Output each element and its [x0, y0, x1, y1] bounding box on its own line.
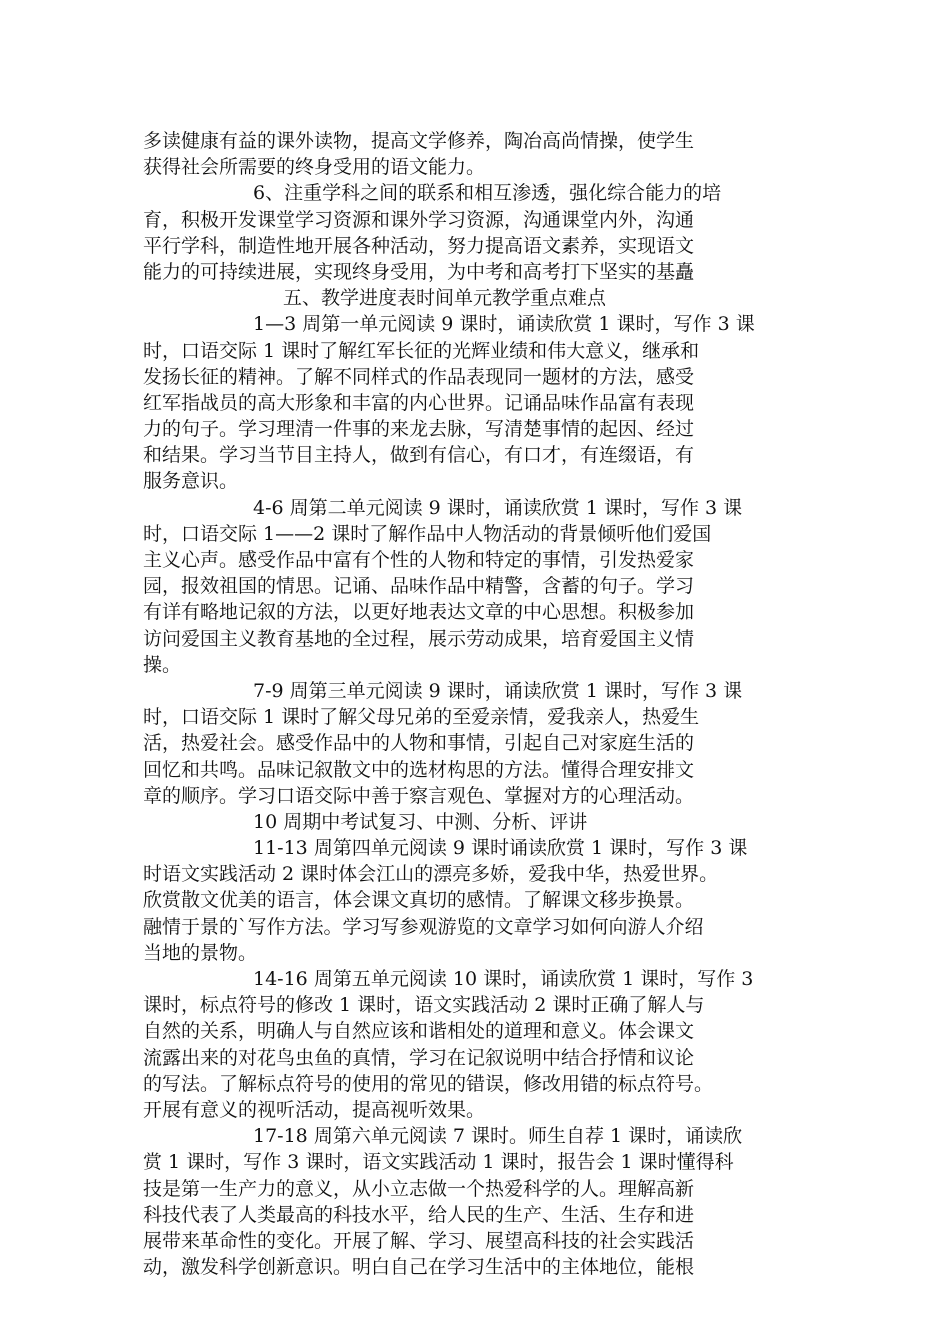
text-line: 6、注重学科之间的联系和相互渗透，强化综合能力的培 — [253, 182, 722, 205]
text-line: 能力的可持续进展，实现终身受用，为中考和高考打下坚实的基矗 — [143, 260, 695, 283]
text-line: 获得社会所需要的终身受用的语文能力。 — [143, 156, 486, 179]
text-line: 10 周期中考试复习、中测、分析、评讲 — [253, 810, 588, 833]
text-line: 动，激发科学创新意识。明白自己在学习生活中的主体地位，能根 — [143, 1256, 695, 1279]
text-line: 活，热爱社会。感受作品中的人物和事情，引起自己对家庭生活的 — [143, 732, 695, 755]
text-line: 和结果。学习当节目主持人，做到有信心，有口才，有连缀语，有 — [143, 444, 695, 467]
text-line: 操。 — [143, 653, 182, 676]
text-line: 展带来革命性的变化。开展了解、学习、展望高科技的社会实践活 — [143, 1229, 695, 1252]
text-line: 育，积极开发课堂学习资源和课外学习资源，沟通课堂内外，沟通 — [143, 208, 695, 231]
document-body — [143, 128, 823, 1280]
text-line: 科技代表了人类最高的科技水平，给人民的生产、生活、生存和进 — [143, 1203, 695, 1226]
text-line: 发扬长征的精神。了解不同样式的作品表现同一题材的方法，感受 — [143, 365, 695, 388]
text-line: 欣赏散文优美的语言，体会课文真切的感情。了解课文移步换景。 — [143, 889, 695, 912]
text-line: 赏 1 课时，写作 3 课时，语文实践活动 1 课时，报告会 1 课时懂得科 — [143, 1151, 734, 1174]
text-line: 流露出来的对花鸟虫鱼的真情，学习在记叙说明中结合抒情和议论 — [143, 1046, 695, 1069]
text-line: 服务意识。 — [143, 470, 239, 493]
text-line: 回忆和共鸣。品味记叙散文中的选材构思的方法。懂得合理安排文 — [143, 758, 695, 781]
text-line: 4-6 周第二单元阅读 9 课时，诵读欣赏 1 课时，写作 3 课 — [253, 496, 743, 519]
text-line: 开展有意义的视听活动，提高视听效果。 — [143, 1098, 486, 1121]
text-line: 红军指战员的高大形象和丰富的内心世界。记诵品味作品富有表现 — [143, 391, 695, 414]
text-line: 多读健康有益的课外读物，提高文学修养，陶冶高尚情操，使学生 — [143, 130, 695, 152]
text-line: 有详有略地记叙的方法，以更好地表达文章的中心思想。积极参加 — [143, 601, 695, 624]
text-line: 1—3 周第一单元阅读 9 课时，诵读欣赏 1 课时，写作 3 课 — [253, 313, 755, 336]
text-line: 的写法。了解标点符号的使用的常见的错误，修改用错的标点符号。 — [143, 1072, 714, 1095]
text-line: 时，口语交际 1 课时了解红军长征的光辉业绩和伟大意义，继承和 — [143, 339, 700, 362]
text-line: 7-9 周第三单元阅读 9 课时，诵读欣赏 1 课时，写作 3 课 — [253, 679, 743, 702]
text-line: 时语文实践活动 2 课时体会江山的漂亮多娇，爱我中华，热爱世界。 — [143, 863, 719, 886]
text-line: 17-18 周第六单元阅读 7 课时。师生自荐 1 课时，诵读欣 — [253, 1125, 743, 1148]
text-line: 园，报效祖国的情思。记诵、品味作品中精警，含蓄的句子。学习 — [143, 575, 695, 598]
text-line: 时，口语交际 1——2 课时了解作品中人物活动的背景倾听他们爱国 — [143, 522, 712, 545]
text-line: 11-13 周第四单元阅读 9 课时诵读欣赏 1 课时，写作 3 课 — [253, 837, 748, 860]
text-line: 访问爱国主义教育基地的全过程，展示劳动成果，培育爱国主义情 — [143, 627, 695, 650]
text-line: 课时，标点符号的修改 1 课时，语文实践活动 2 课时正确了解人与 — [143, 994, 705, 1017]
text-line: 自然的关系，明确人与自然应该和谐相处的道理和意义。体会课文 — [143, 1020, 695, 1043]
text-line: 当地的景物。 — [143, 941, 258, 964]
text-line: 融情于景的`写作方法。学习写参观游览的文章学习如何向游人介绍 — [143, 915, 704, 938]
text-line: 平行学科，制造性地开展各种活动，努力提高语文素养，实现语文 — [143, 234, 695, 257]
text-line: 时，口语交际 1 课时了解父母兄弟的至爱亲情，爱我亲人，热爱生 — [143, 706, 700, 729]
text-line: 章的顺序。学习口语交际中善于察言观色、掌握对方的心理活动。 — [143, 784, 695, 807]
text-line: 五、教学进度表时间单元教学重点难点 — [283, 287, 607, 310]
text-line: 主义心声。感受作品中富有个性的人物和特定的事情，引发热爱家 — [143, 549, 695, 571]
text-line: 14-16 周第五单元阅读 10 课时，诵读欣赏 1 课时，写作 3 — [253, 968, 754, 990]
text-line: 技是第一生产力的意义，从小立志做一个热爱科学的人。理解高新 — [143, 1177, 695, 1200]
text-line: 力的句子。学习理清一件事的来龙去脉，写清楚事情的起因、经过 — [143, 418, 695, 441]
